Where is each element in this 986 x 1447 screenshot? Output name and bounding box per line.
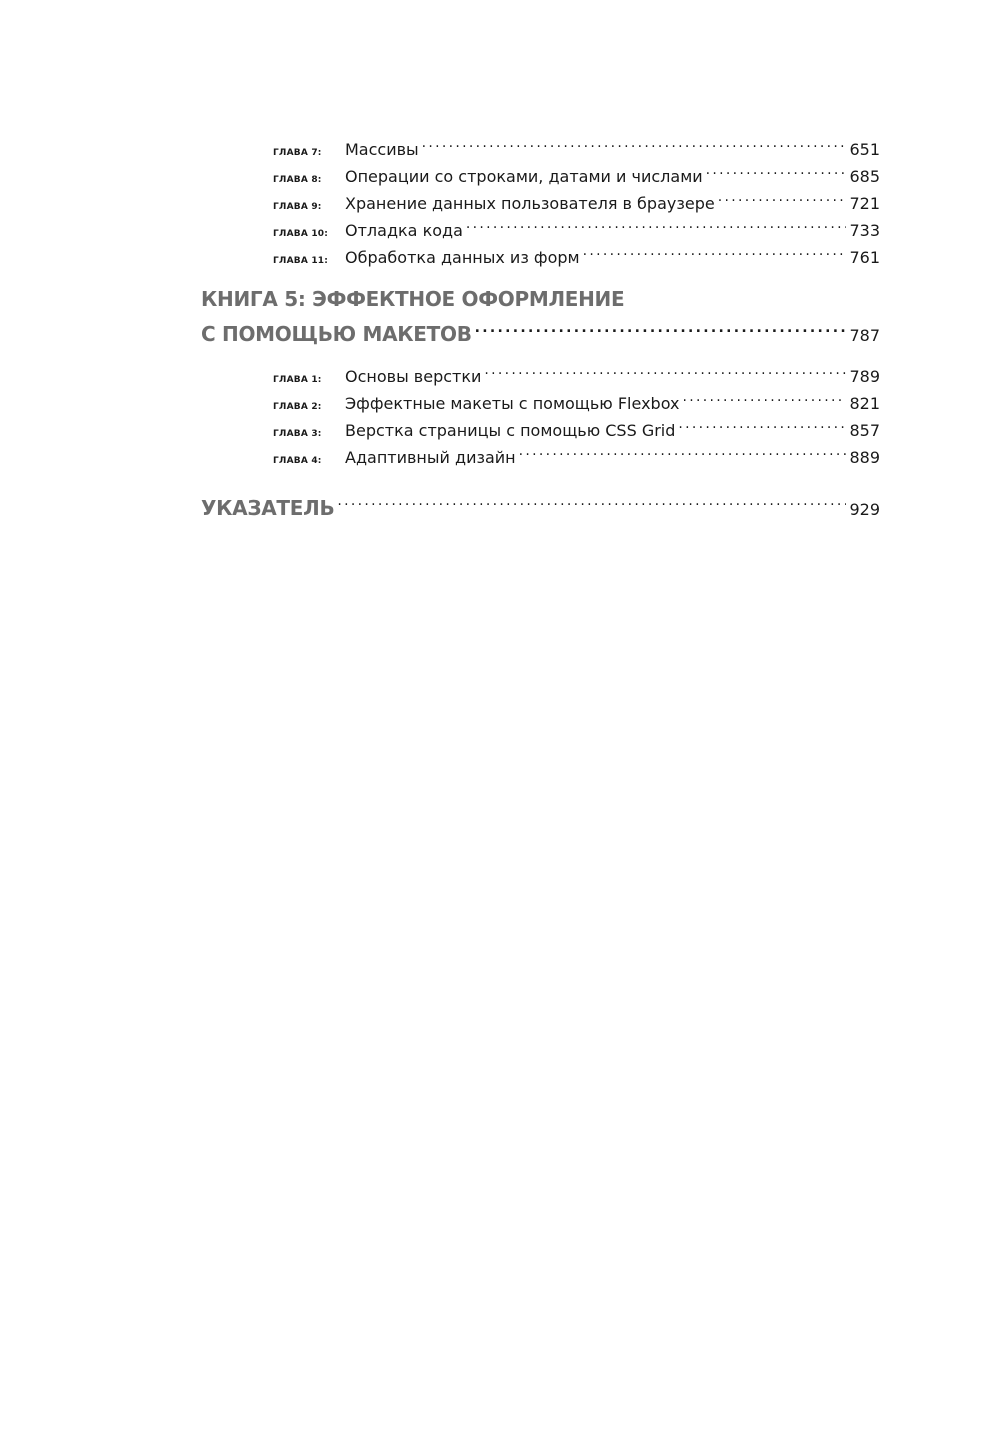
chapter-title: Обработка данных из форм	[345, 248, 580, 267]
index-entry[interactable]	[201, 485, 880, 520]
dot-leader	[466, 209, 847, 236]
chapter-list-book4	[201, 128, 880, 267]
toc-entry[interactable]	[201, 128, 880, 159]
page-number: 789	[849, 367, 880, 386]
dot-leader	[475, 313, 847, 341]
dot-leader	[422, 128, 847, 155]
dot-leader	[583, 236, 847, 263]
chapter-label: ГЛАВА 4:	[273, 456, 322, 466]
index-title: УКАЗАТЕЛЬ	[201, 496, 335, 520]
chapter-label: ГЛАВА 11:	[273, 256, 329, 266]
chapter-title: Массивы	[345, 140, 419, 159]
chapter-label: ГЛАВА 9:	[273, 202, 322, 212]
chapter-label: ГЛАВА 3:	[273, 429, 322, 439]
page-number: 721	[849, 194, 880, 213]
page-number: 761	[849, 248, 880, 267]
chapter-title: Хранение данных пользователя в браузере	[345, 194, 715, 213]
dot-leader	[678, 409, 846, 436]
book-title-line2: С ПОМОЩЬЮ МАКЕТОВ	[201, 322, 472, 346]
page-number: 889	[849, 448, 880, 467]
page-number: 733	[849, 221, 880, 240]
page-number: 651	[849, 140, 880, 159]
chapter-list-book5	[201, 355, 880, 467]
book-heading[interactable]	[201, 285, 880, 346]
dot-leader	[484, 355, 846, 382]
chapter-label: ГЛАВА 7:	[273, 148, 322, 158]
chapter-title: Верстка страницы с помощью CSS Grid	[345, 421, 676, 440]
dot-leader	[682, 382, 846, 409]
chapter-title: Отладка кода	[345, 221, 463, 240]
toc-entry[interactable]	[201, 355, 880, 386]
book-title-row	[201, 313, 880, 346]
page-number: 821	[849, 394, 880, 413]
page-number: 685	[849, 167, 880, 186]
dot-leader	[337, 485, 846, 515]
chapter-title: Эффектные макеты с помощью Flexbox	[345, 394, 680, 413]
page-number: 857	[849, 421, 880, 440]
chapter-label: ГЛАВА 8:	[273, 175, 322, 185]
dot-leader	[706, 155, 847, 182]
chapter-label: ГЛАВА 2:	[273, 402, 322, 412]
page-number: 929	[849, 500, 880, 519]
dot-leader	[519, 436, 847, 463]
table-of-contents	[201, 128, 880, 520]
page-number: 787	[849, 326, 880, 345]
chapter-label: ГЛАВА 1:	[273, 375, 322, 385]
dot-leader	[718, 182, 847, 209]
chapter-title: Адаптивный дизайн	[345, 448, 516, 467]
book-title-line1: КНИГА 5: ЭФФЕКТНОЕ ОФОРМЛЕНИЕ	[201, 287, 625, 311]
chapter-label: ГЛАВА 10:	[273, 229, 329, 239]
chapter-title: Операции со строками, датами и числами	[345, 167, 703, 186]
chapter-title: Основы верстки	[345, 367, 482, 386]
